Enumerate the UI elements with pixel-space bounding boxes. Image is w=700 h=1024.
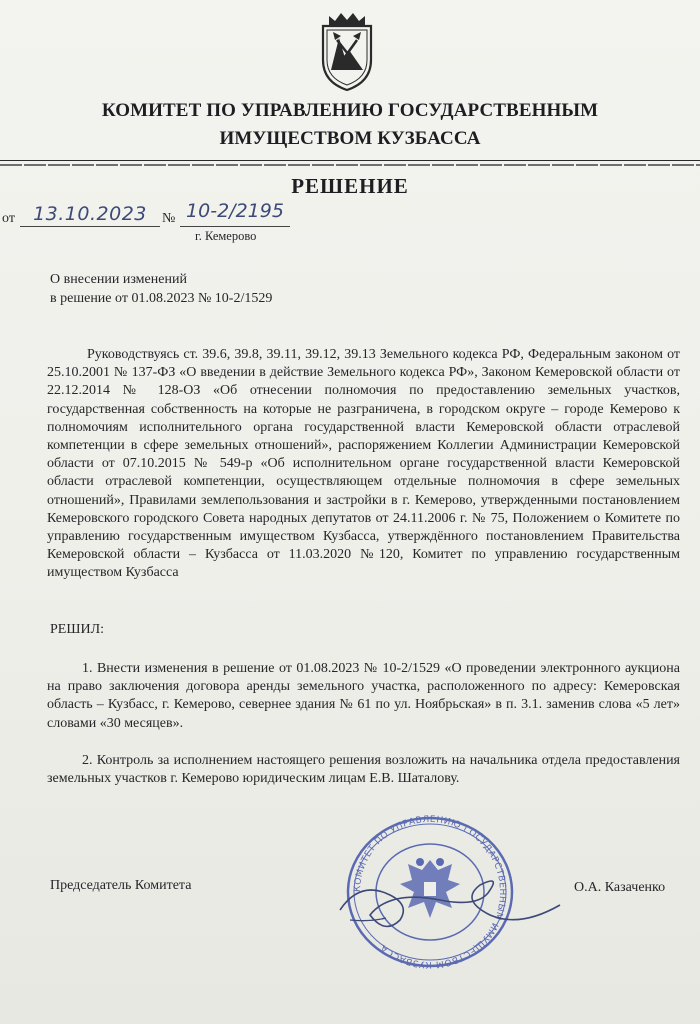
- document-title: РЕШЕНИЕ: [291, 174, 409, 198]
- document-city: г. Кемерово: [195, 229, 257, 243]
- handwritten-signature: [330, 860, 590, 950]
- organization-name-line2: ИМУЩЕСТВОМ КУЗБАССА: [219, 128, 481, 149]
- resolution-item-1: 1. Внести изменения в решение от 01.08.2023 № 10-2/1529 «О проведении электронного аукциона на право заключения договора аренды земельного участка, расположенного по адресу: Кемеровская область – Кузбасс, г. Кемерово, севернее здания № 61 по ул. Ноябрьская» в п. 3.1. заменив слова «5 лет» словами «30 месяцев».: [47, 661, 680, 731]
- organization-name-line1: КОМИТЕТ ПО УПРАВЛЕНИЮ ГОСУДАРСТВЕННЫМ: [101, 100, 599, 121]
- signatory-position: Председатель Комитета: [50, 878, 192, 893]
- document-subject: [50, 270, 272, 308]
- signatory-name: О.А. Казаченко: [574, 880, 666, 895]
- header-microtext-divider: [0, 164, 700, 166]
- subject-line1: О внесении изменений: [50, 272, 187, 287]
- document-date: 13.10.2023: [20, 203, 160, 227]
- resolved-label: РЕШИЛ:: [50, 622, 104, 637]
- header-divider: [0, 160, 700, 161]
- document-number: 10-2/2195: [180, 200, 290, 227]
- subject-line2: в решение от 01.08.2023 № 10-2/1529: [50, 291, 273, 306]
- resolution-item-2: 2. Контроль за исполнением настоящего решения возложить на начальника отдела предоставления земельных участков г. Кемерово юридическим лицам Е.В. Шаталову.: [47, 753, 680, 787]
- number-prefix: №: [162, 211, 176, 226]
- preamble-paragraph: Руководствуясь ст. 39.6, 39.8, 39.11, 39.12, 39.13 Земельного кодекса РФ, Федеральным законом от 25.10.2001 № 137-ФЗ «О введении в действие Земельного кодекса РФ», Законом Кемеровской области от 22.12.2014 № 128-ОЗ «Об отнесении полномочия по предоставлению земельных участков, государственная собственность на которые не разграничена, в городском округе – городе Кемерово к полномочиям исполнительного органа государственной власти Кемеровской области отраслевой компетенции в сфере земельных отношений», распоряжением Коллегии Администрации Кемеровской области от 07.10.2015 № 549-р «Об исполнительном органе государственной власти Кемеровской области отраслевой компетенции, осуществляющем отдельные полномочия в сфере земельных отношений», Правилами землепользования и застройки в г. Кемерово, утвержденными постановлением Кемеровского городского Совета народных депутатов от 24.11.2006 г. № 75, Положением о Комитете по управлению государственным имуществом Кузбасса, утверждённого постановлением Правительства Кемеровской области – Кузбасса от 11.03.2020 №120, Комитет по управлению государственным имуществом Кузбасса: [47, 347, 680, 581]
- coat-of-arms-icon: [315, 10, 379, 94]
- document-details: [0, 200, 700, 240]
- date-prefix: от: [2, 211, 15, 226]
- seal-text: КОМИТЕТ ПО УПРАВЛЕНИЮ ГОСУДАРСТВЕННЫМ ИМУЩЕСТВОМ КУЗБАССА: [352, 814, 508, 970]
